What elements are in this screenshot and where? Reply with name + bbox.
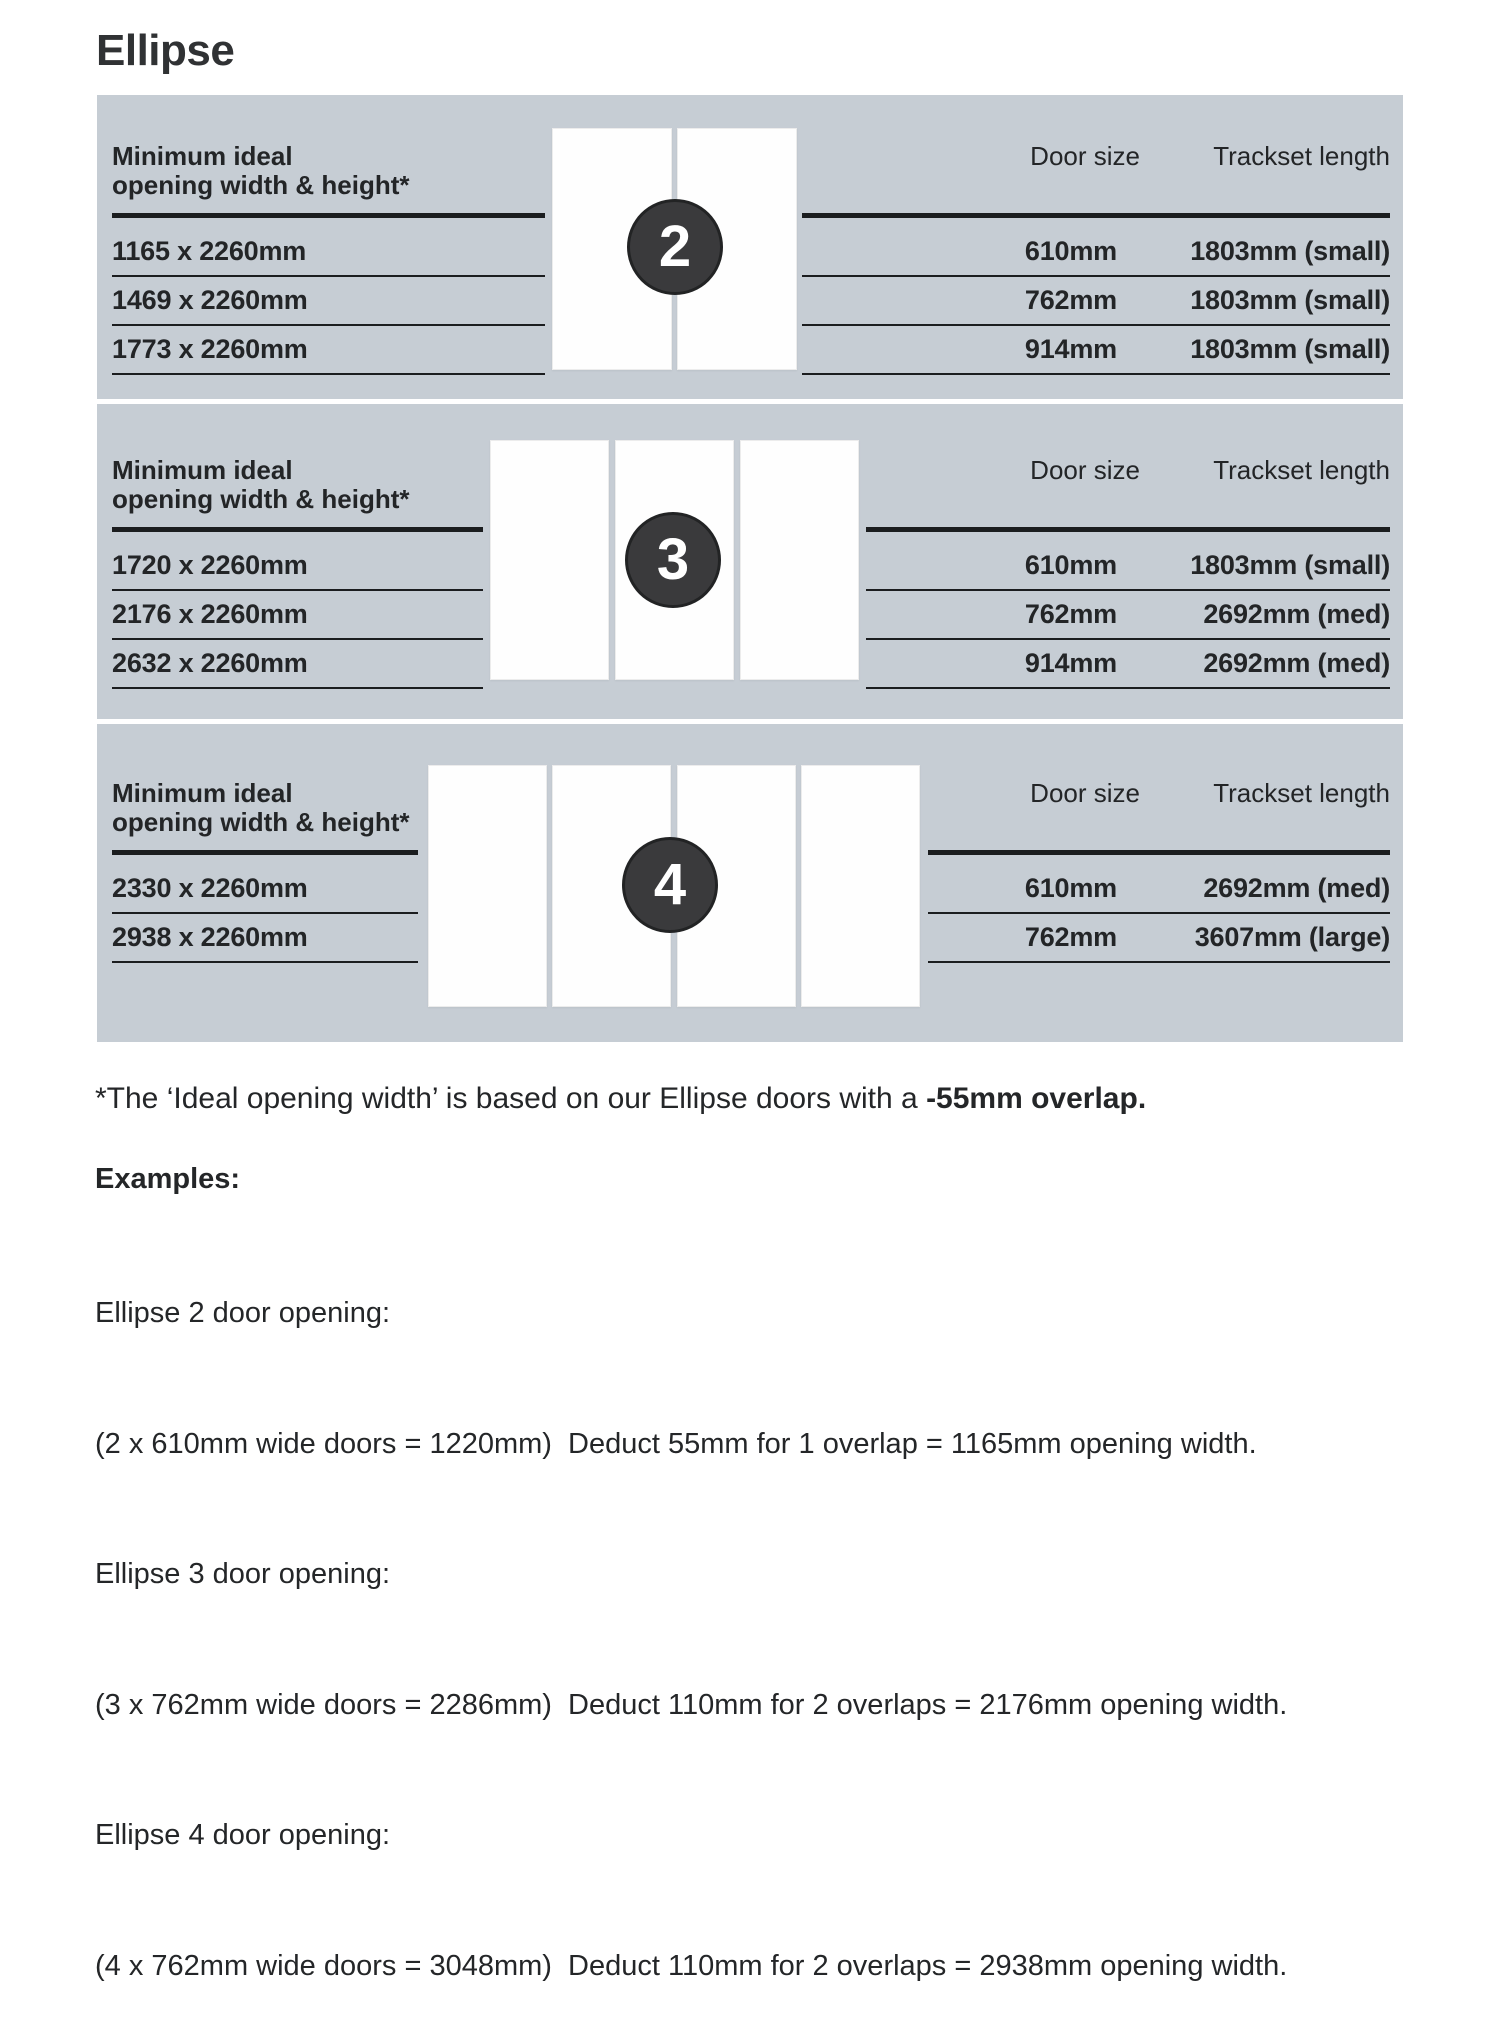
- table-row: [802, 326, 1390, 375]
- spec-panel-2-door: [97, 95, 1403, 399]
- column-header-trackset: Trackset length: [1213, 455, 1390, 485]
- door-panel-illustration: [740, 440, 859, 680]
- table-row: 2938 x 2260mm: [112, 914, 418, 963]
- trackset-value: 1803mm (small): [1190, 285, 1390, 315]
- door-size-value: 610mm: [1024, 236, 1117, 266]
- column-header-min-opening: [112, 142, 545, 200]
- examples-heading: Examples:: [95, 1163, 241, 1195]
- trackset-value: 1803mm (small): [1190, 236, 1390, 266]
- table-row: [802, 277, 1390, 326]
- door-size-value: 610mm: [1024, 873, 1117, 903]
- table-row: 2330 x 2260mm: [112, 865, 418, 914]
- badge-number: 2: [658, 214, 692, 279]
- opening-size-table: [112, 142, 545, 375]
- column-header-trackset: Trackset length: [1213, 141, 1390, 171]
- door-trackset-table: [866, 456, 1390, 689]
- badge-number: 3: [656, 527, 690, 592]
- header-line: opening width & height*: [112, 170, 410, 200]
- trackset-value: 1803mm (small): [1190, 334, 1390, 364]
- door-size-value: 762mm: [1024, 599, 1117, 629]
- header-line: opening width & height*: [112, 484, 410, 514]
- header-line: Minimum ideal: [112, 455, 293, 485]
- examples-list: [95, 1205, 1287, 2032]
- trackset-value: 2692mm (med): [1203, 648, 1390, 678]
- column-header-min-opening: [112, 779, 418, 837]
- example-line: (3 x 762mm wide doors = 2286mm) Deduct 110mm for 2 overlaps = 2176mm opening width.: [95, 1688, 1288, 1721]
- door-count-badge: [625, 512, 721, 608]
- column-header-min-opening: [112, 456, 483, 514]
- spec-panel-3-door: [97, 404, 1403, 719]
- header-line: Minimum ideal: [112, 778, 293, 808]
- example-line: (4 x 762mm wide doors = 3048mm) Deduct 110mm for 2 overlaps = 2938mm opening width.: [95, 1949, 1288, 1982]
- example-line: Ellipse 3 door opening:: [95, 1558, 391, 1590]
- table-row: 2632 x 2260mm: [112, 640, 483, 689]
- door-panel-illustration: [490, 440, 609, 680]
- column-header-door-size: Door size: [1030, 455, 1140, 485]
- footnote-text: *The ‘Ideal opening width’ is based on our Ellipse doors with a: [95, 1082, 927, 1115]
- table-row: 1720 x 2260mm: [112, 542, 483, 591]
- trackset-value: 2692mm (med): [1203, 599, 1390, 629]
- badge-number: 4: [653, 852, 687, 917]
- table-row: 1773 x 2260mm: [112, 326, 545, 375]
- opening-size-table: [112, 456, 483, 689]
- opening-size-table: [112, 779, 418, 963]
- table-row: [866, 542, 1390, 591]
- column-header-door-size: Door size: [1030, 141, 1140, 171]
- trackset-value: 2692mm (med): [1203, 873, 1390, 903]
- table-row: 1165 x 2260mm: [112, 228, 545, 277]
- header-line: opening width & height*: [112, 807, 410, 837]
- table-row: [802, 228, 1390, 277]
- example-line: (2 x 610mm wide doors = 1220mm) Deduct 55mm for 1 overlap = 1165mm opening width.: [95, 1427, 1257, 1460]
- trackset-value: 1803mm (small): [1190, 550, 1390, 580]
- trackset-value: 3607mm (large): [1194, 922, 1390, 952]
- table-row: 2176 x 2260mm: [112, 591, 483, 640]
- door-trackset-table: [802, 142, 1390, 375]
- door-size-value: 914mm: [1024, 648, 1117, 678]
- column-header-trackset: Trackset length: [1213, 778, 1390, 808]
- door-count-badge: [627, 199, 723, 295]
- door-size-value: 762mm: [1024, 285, 1117, 315]
- door-count-badge: [622, 837, 718, 933]
- door-size-value: 914mm: [1024, 334, 1117, 364]
- table-row: [928, 914, 1390, 963]
- footnote: [95, 1082, 1146, 1116]
- table-row: [866, 640, 1390, 689]
- door-size-value: 762mm: [1024, 922, 1117, 952]
- table-row: [866, 591, 1390, 640]
- door-size-value: 610mm: [1024, 550, 1117, 580]
- example-line: Ellipse 2 door opening:: [95, 1297, 391, 1329]
- spec-panel-4-door: [97, 724, 1403, 1042]
- footnote-overlap-bold: -55mm overlap.: [926, 1082, 1147, 1115]
- door-trackset-table: [928, 779, 1390, 963]
- column-header-door-size: Door size: [1030, 778, 1140, 808]
- table-row: 1469 x 2260mm: [112, 277, 545, 326]
- door-panel-illustration: [801, 765, 920, 1007]
- page-title: Ellipse: [96, 26, 235, 75]
- table-row: [928, 865, 1390, 914]
- header-line: Minimum ideal: [112, 141, 293, 171]
- door-panel-illustration: [428, 765, 547, 1007]
- example-line: Ellipse 4 door opening:: [95, 1819, 391, 1851]
